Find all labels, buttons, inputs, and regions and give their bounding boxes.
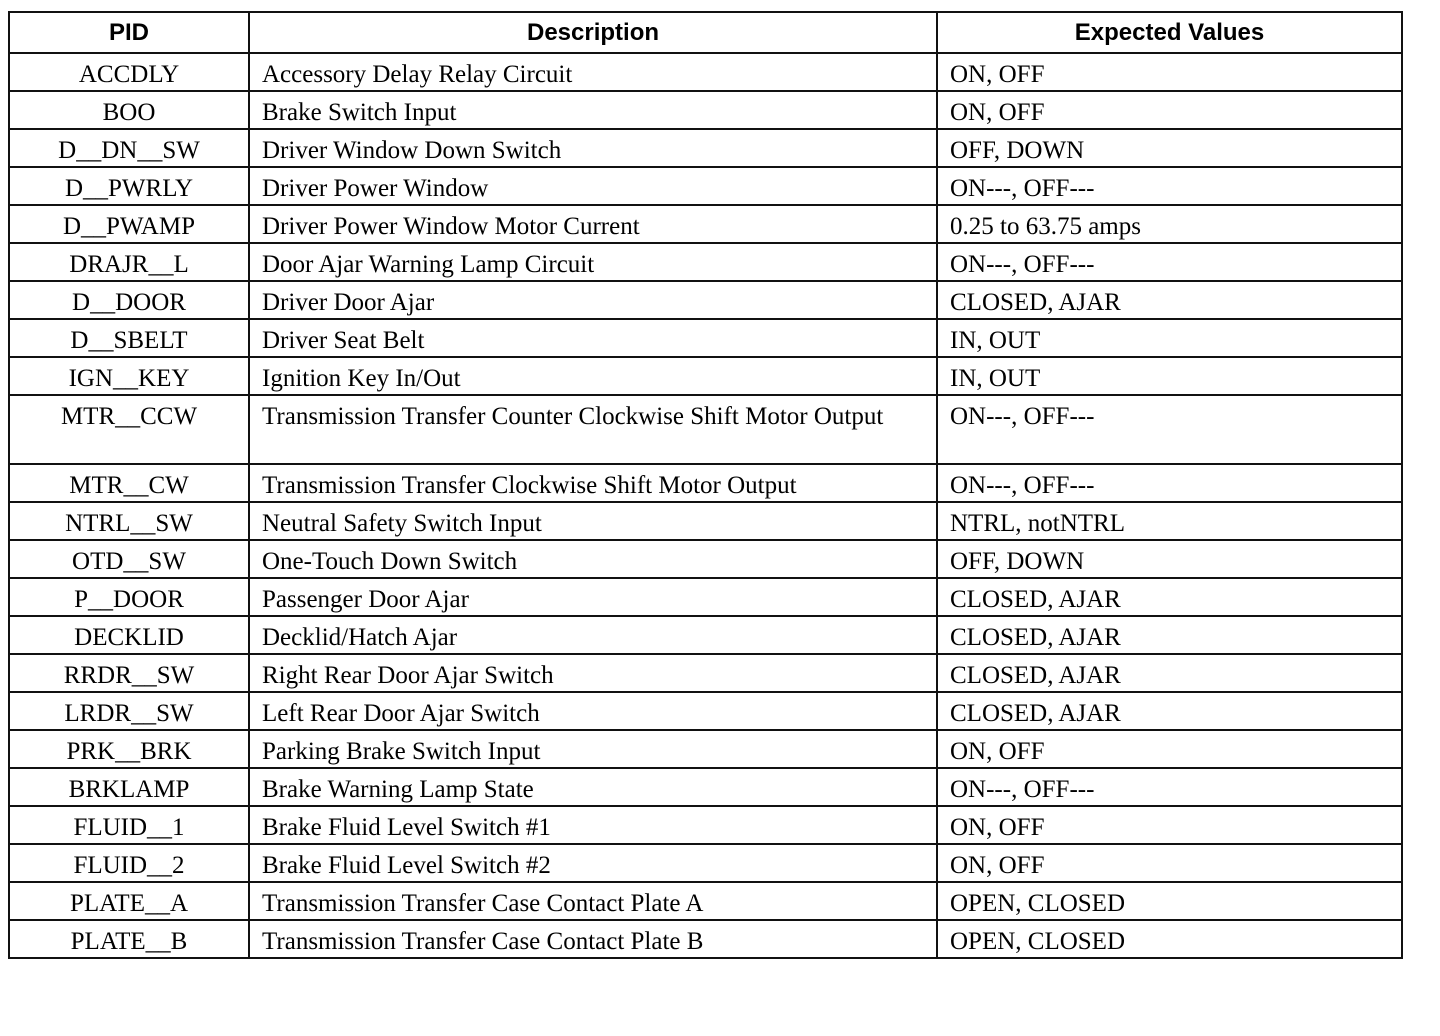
pid-cell: RRDR__SW <box>9 654 249 692</box>
table-row <box>9 882 1402 920</box>
table-row <box>9 281 1402 319</box>
table-row <box>9 578 1402 616</box>
table-row <box>9 167 1402 205</box>
expected-values-cell: CLOSED, AJAR <box>937 654 1402 692</box>
expected-values-cell: CLOSED, AJAR <box>937 692 1402 730</box>
expected-values-cell: ON---, OFF--- <box>937 395 1402 464</box>
description-cell: Driver Door Ajar <box>249 281 937 319</box>
description-cell: Transmission Transfer Case Contact Plate A <box>249 882 937 920</box>
description-column-header: Description <box>249 12 937 53</box>
table-row <box>9 205 1402 243</box>
pid-cell: LRDR__SW <box>9 692 249 730</box>
expected-values-cell: IN, OUT <box>937 319 1402 357</box>
description-cell: Brake Fluid Level Switch #1 <box>249 806 937 844</box>
description-cell: Brake Warning Lamp State <box>249 768 937 806</box>
expected-values-cell: OFF, DOWN <box>937 129 1402 167</box>
description-cell: Transmission Transfer Clockwise Shift Motor Output <box>249 464 937 502</box>
table-header <box>9 12 1402 53</box>
pid-cell: D__PWRLY <box>9 167 249 205</box>
table-row <box>9 464 1402 502</box>
table-row <box>9 243 1402 281</box>
table-row <box>9 844 1402 882</box>
expected-values-cell: CLOSED, AJAR <box>937 578 1402 616</box>
pid-cell: PLATE__A <box>9 882 249 920</box>
pid-cell: MTR__CW <box>9 464 249 502</box>
description-cell: Driver Window Down Switch <box>249 129 937 167</box>
description-cell: Left Rear Door Ajar Switch <box>249 692 937 730</box>
expected-values-cell: IN, OUT <box>937 357 1402 395</box>
expected-values-cell: OFF, DOWN <box>937 540 1402 578</box>
pid-cell: PRK__BRK <box>9 730 249 768</box>
pid-cell: D__SBELT <box>9 319 249 357</box>
pid-cell: P__DOOR <box>9 578 249 616</box>
expected-values-cell: OPEN, CLOSED <box>937 920 1402 958</box>
pid-column-header: PID <box>9 12 249 53</box>
table-row <box>9 91 1402 129</box>
description-cell: Passenger Door Ajar <box>249 578 937 616</box>
pid-cell: BRKLAMP <box>9 768 249 806</box>
pid-cell: D__PWAMP <box>9 205 249 243</box>
description-cell: Neutral Safety Switch Input <box>249 502 937 540</box>
expected-values-cell: ON---, OFF--- <box>937 464 1402 502</box>
expected-values-cell: CLOSED, AJAR <box>937 281 1402 319</box>
expected-values-cell: ON, OFF <box>937 53 1402 91</box>
pid-table <box>8 11 1403 959</box>
table-row <box>9 692 1402 730</box>
expected-values-cell: CLOSED, AJAR <box>937 616 1402 654</box>
description-cell: Ignition Key In/Out <box>249 357 937 395</box>
pid-cell: FLUID__1 <box>9 806 249 844</box>
description-cell: Right Rear Door Ajar Switch <box>249 654 937 692</box>
description-cell: Decklid/Hatch Ajar <box>249 616 937 654</box>
expected-values-cell: ON, OFF <box>937 91 1402 129</box>
description-cell: Driver Power Window Motor Current <box>249 205 937 243</box>
pid-cell: DECKLID <box>9 616 249 654</box>
pid-cell: IGN__KEY <box>9 357 249 395</box>
expected-values-column-header: Expected Values <box>937 12 1402 53</box>
pid-cell: OTD__SW <box>9 540 249 578</box>
expected-values-cell: ON---, OFF--- <box>937 167 1402 205</box>
expected-values-cell: ON, OFF <box>937 844 1402 882</box>
table-body <box>9 53 1402 958</box>
description-cell: Parking Brake Switch Input <box>249 730 937 768</box>
description-cell: Driver Seat Belt <box>249 319 937 357</box>
description-cell: Transmission Transfer Counter Clockwise Shift Motor Output <box>249 395 937 464</box>
expected-values-cell: 0.25 to 63.75 amps <box>937 205 1402 243</box>
pid-cell: MTR__CCW <box>9 395 249 464</box>
description-cell: One-Touch Down Switch <box>249 540 937 578</box>
pid-cell: NTRL__SW <box>9 502 249 540</box>
table-row <box>9 920 1402 958</box>
expected-values-cell: OPEN, CLOSED <box>937 882 1402 920</box>
description-cell: Accessory Delay Relay Circuit <box>249 53 937 91</box>
pid-cell: D__DOOR <box>9 281 249 319</box>
table-row <box>9 357 1402 395</box>
table-row <box>9 768 1402 806</box>
expected-values-cell: ON---, OFF--- <box>937 768 1402 806</box>
description-cell: Door Ajar Warning Lamp Circuit <box>249 243 937 281</box>
description-cell: Brake Switch Input <box>249 91 937 129</box>
table-row <box>9 654 1402 692</box>
description-cell: Brake Fluid Level Switch #2 <box>249 844 937 882</box>
table-row <box>9 730 1402 768</box>
pid-cell: PLATE__B <box>9 920 249 958</box>
expected-values-cell: ON---, OFF--- <box>937 243 1402 281</box>
pid-cell: DRAJR__L <box>9 243 249 281</box>
pid-cell: BOO <box>9 91 249 129</box>
table-row <box>9 502 1402 540</box>
table-row <box>9 129 1402 167</box>
expected-values-cell: ON, OFF <box>937 730 1402 768</box>
table-row <box>9 806 1402 844</box>
expected-values-cell: ON, OFF <box>937 806 1402 844</box>
description-cell: Driver Power Window <box>249 167 937 205</box>
table-row <box>9 395 1402 464</box>
header-row <box>9 12 1402 53</box>
table-row <box>9 319 1402 357</box>
pid-cell: ACCDLY <box>9 53 249 91</box>
table-row <box>9 540 1402 578</box>
pid-cell: FLUID__2 <box>9 844 249 882</box>
table-row <box>9 616 1402 654</box>
table-row <box>9 53 1402 91</box>
description-cell: Transmission Transfer Case Contact Plate B <box>249 920 937 958</box>
expected-values-cell: NTRL, notNTRL <box>937 502 1402 540</box>
pid-cell: D__DN__SW <box>9 129 249 167</box>
